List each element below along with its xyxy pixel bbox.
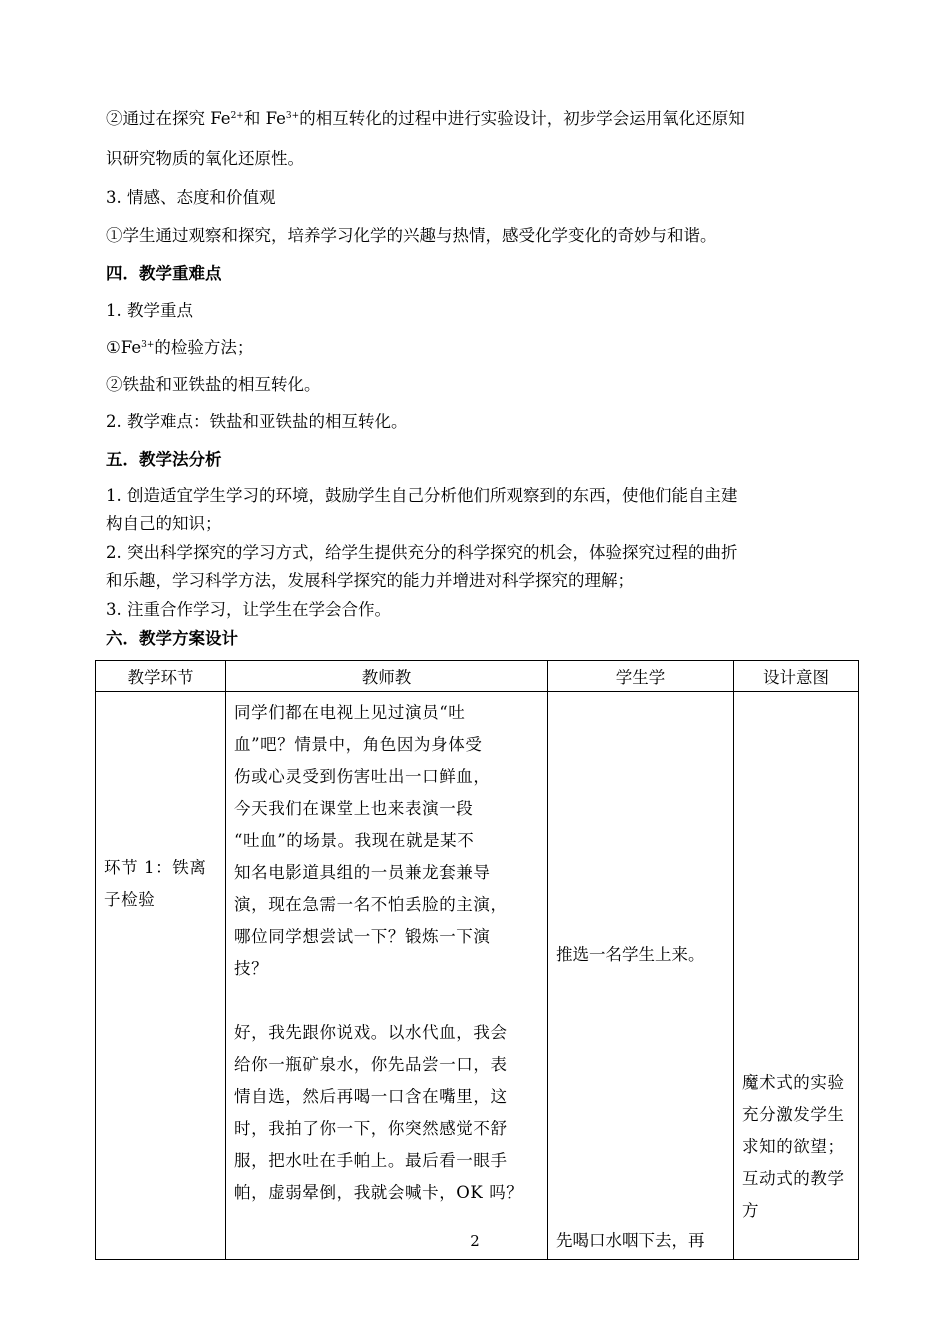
teacher-line: 帕，虚弱晕倒，我就会喊卡，OK 吗？ (234, 1183, 524, 1202)
blank-line (234, 985, 539, 1017)
teacher-line: 好，我先跟你说戏。以水代血，我会 (234, 1023, 508, 1042)
teacher-line: 服，把水吐在手帕上。最后看一眼手 (234, 1151, 508, 1170)
subheading-key-points: 1. 教学重点 (106, 301, 193, 320)
superscript: 3+ (141, 340, 155, 350)
teacher-line: 同学们都在电视上见过演员“吐 (234, 703, 466, 722)
method-1-cont: 构自己的知识； (106, 514, 222, 533)
text: 的检验方法； (154, 338, 254, 357)
intent-text: 魔术式的实验充分激发学生求知的欲望；互动式的教学方 (742, 1073, 845, 1220)
stage-text: 环节 1：铁离子检验 (104, 858, 207, 909)
stage-cell (96, 692, 226, 1260)
teacher-line: 给你一瓶矿泉水，你先品尝一口，表 (234, 1055, 508, 1074)
section-heading-6: 六．教学方案设计 (106, 629, 238, 648)
paragraph-objective-2 (106, 107, 846, 131)
teacher-line: 情自选，然后再喝一口含在嘴里，这 (234, 1087, 508, 1106)
text: ①Fe (106, 338, 142, 357)
method-3: 3. 注重合作学习，让学生在学会合作。 (106, 600, 391, 619)
teacher-line: 今天我们在课堂上也来表演一段 (234, 799, 474, 818)
teacher-line: 演，现在急需一名不怕丢脸的主演， (234, 895, 508, 914)
teacher-line: 时，我拍了你一下，你突然感觉不舒 (234, 1119, 508, 1138)
page-number: 2 (470, 1232, 480, 1250)
table-header-row (96, 661, 859, 692)
intent-cell (734, 692, 859, 1260)
teacher-cell (226, 692, 548, 1260)
teacher-line: 伤或心灵受到伤害吐出一口鲜血， (234, 767, 491, 786)
difficult-point: 2. 教学难点：铁盐和亚铁盐的相互转化。 (106, 412, 408, 431)
student-text-2: 先喝口水咽下去，再 (556, 1231, 705, 1250)
paragraph-emotion-1: ①学生通过观察和探究，培养学习化学的兴趣与热情，感受化学变化的奇妙与和谐。 (106, 226, 717, 245)
header-stage: 教学环节 (96, 661, 226, 692)
header-intent: 设计意图 (734, 661, 859, 692)
section-heading-4: 四．教学重难点 (106, 264, 222, 283)
key-point-1 (106, 336, 846, 360)
superscript: 3+ (285, 111, 300, 121)
method-1: 1. 创造适宜学生学习的环境，鼓励学生自己分析他们所观察到的东西，使他们能自主建 (106, 486, 738, 505)
text: ②通过在探究 Fe (106, 109, 231, 128)
header-student: 学生学 (548, 661, 734, 692)
teacher-line: 哪位同学想尝试一下？锻炼一下演 (234, 927, 491, 946)
teacher-line: 知名电影道具组的一员兼龙套兼导 (234, 863, 491, 882)
table-row (96, 692, 859, 1260)
teacher-line: 血”吧？情景中，角色因为身体受 (234, 735, 483, 754)
key-point-2: ②铁盐和亚铁盐的相互转化。 (106, 375, 321, 394)
method-2-cont: 和乐趣，学习科学方法，发展科学探究的能力并增进对科学探究的理解； (106, 571, 634, 590)
section-heading-5: 五．教学法分析 (106, 450, 222, 469)
header-teacher: 教师教 (226, 661, 548, 692)
paragraph-objective-2-cont: 识研究物质的氧化还原性。 (106, 149, 304, 168)
text: 的相互转化的过程中进行实验设计，初步学会运用氧化还原知 (299, 109, 745, 128)
text: 和 Fe (243, 109, 286, 128)
teaching-plan-table (95, 660, 859, 1260)
teacher-line: “吐血”的场景。我现在就是某不 (234, 831, 475, 850)
subheading-emotion: 3. 情感、态度和价值观 (106, 188, 276, 207)
method-2: 2. 突出科学探究的学习方式，给学生提供充分的科学探究的机会，体验探究过程的曲折 (106, 543, 738, 562)
teacher-line: 技？ (234, 959, 269, 978)
teacher-text (226, 692, 547, 1209)
superscript: 2+ (230, 111, 244, 121)
student-cell (548, 692, 734, 1260)
student-text-1: 推选一名学生上来。 (556, 945, 705, 964)
